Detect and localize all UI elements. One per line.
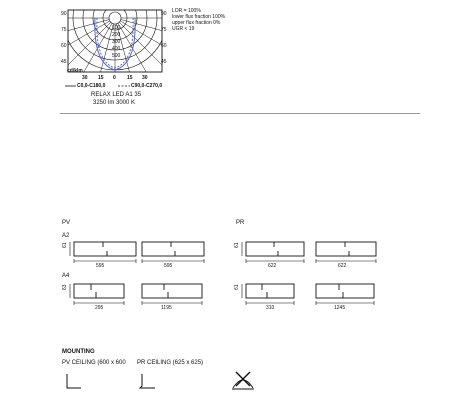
angle-label-left-60: 60 xyxy=(61,43,67,49)
bottom-angle-15-left: 15 xyxy=(98,75,104,81)
width-pr-a4-right: 1245 xyxy=(334,305,346,311)
angle-label-right-90: 90 xyxy=(161,11,167,17)
bottom-angle-0: 0 xyxy=(113,75,116,81)
bottom-angle-15-right: 15 xyxy=(127,75,133,81)
height-label-pv-a2: 61 xyxy=(62,242,68,248)
pv-ceiling-profile-icon xyxy=(64,372,84,392)
height-label-pv-a4: 63 xyxy=(62,284,68,290)
pr-ceiling-label: PR CEILING (625 x 625) xyxy=(137,360,204,366)
bottom-angle-30-left: 30 xyxy=(82,75,88,81)
legend-c90-label: C90,0-C270,0 xyxy=(131,83,163,89)
pr-title: PR xyxy=(236,220,245,226)
product-name: RELAX LED A1 35 xyxy=(91,92,142,98)
no-surface-mount-icon xyxy=(230,368,256,392)
angle-label-left-90: 90 xyxy=(61,11,67,17)
radial-label-100: 100 xyxy=(112,25,121,31)
mounting-title: MOUNTING xyxy=(62,349,95,355)
polar-hub xyxy=(109,12,121,24)
width-pv-a2-left: 595 xyxy=(96,263,105,269)
polar-spoke xyxy=(46,18,115,58)
angle-label-right-75: 75 xyxy=(161,27,167,33)
radial-label-500: 500 xyxy=(112,53,121,59)
unit-label: cd/klm xyxy=(67,68,83,74)
width-pr-a4-left: 310 xyxy=(266,305,275,311)
width-pv-a2-right: 595 xyxy=(164,263,173,269)
angle-label-right-60: 60 xyxy=(161,43,167,49)
legend-c0-label: C0,0-C180,0 xyxy=(77,83,106,89)
spec-lor: LOR = 100% xyxy=(172,8,201,14)
spec-lower-flux: lower flux fraction 100% xyxy=(172,14,226,20)
angle-label-right-45: 45 xyxy=(161,59,167,65)
luminaire-outlines xyxy=(60,230,470,330)
width-pv-a4-left: 295 xyxy=(95,305,104,311)
height-label-pr-a4: 61 xyxy=(234,284,240,290)
pv-ceiling-label: PV CEILING (600 x 600 xyxy=(62,360,126,366)
width-pr-a2-right: 622 xyxy=(338,263,347,269)
height-label-pr-a2: 61 xyxy=(234,242,240,248)
pr-ceiling-profile-icon xyxy=(138,372,158,392)
width-pv-a4-right: 1195 xyxy=(161,305,172,311)
spec-ugr: UGR < 19 xyxy=(172,26,195,32)
radial-label-200: 200 xyxy=(112,32,121,38)
polar-spoke xyxy=(38,18,115,39)
a2-label: A2 xyxy=(62,233,70,239)
bottom-angle-30-right: 30 xyxy=(142,75,148,81)
radial-label-300: 300 xyxy=(112,39,121,45)
section-divider xyxy=(60,113,420,114)
angle-label-left-45: 45 xyxy=(61,59,67,65)
angle-label-left-75: 75 xyxy=(61,27,67,33)
spec-upper-flux: upper flux fraction 0% xyxy=(172,20,221,26)
a4-label: A4 xyxy=(62,273,70,279)
pv-title: PV xyxy=(62,220,71,226)
product-output: 3250 lm 3000 K xyxy=(93,100,136,106)
width-pr-a2-left: 622 xyxy=(268,263,277,269)
radial-label-400: 400 xyxy=(112,46,121,52)
